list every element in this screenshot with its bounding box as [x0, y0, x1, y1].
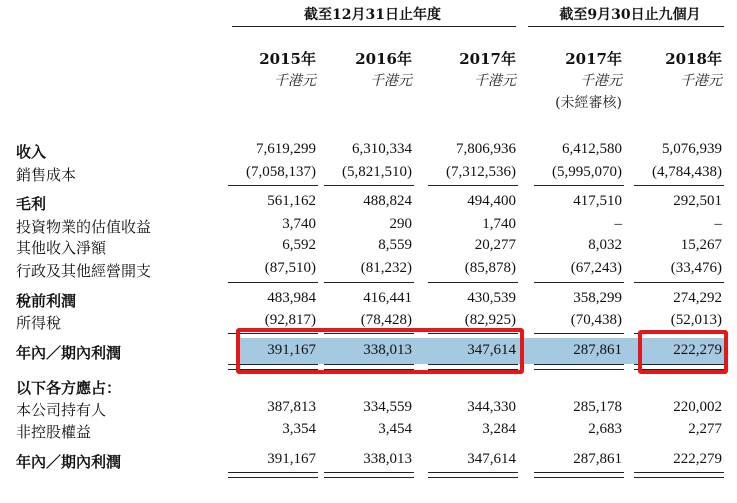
row-value: 417,510 [573, 193, 622, 209]
column-year-2: 2017年 [459, 50, 516, 68]
row-value: (78,428) [360, 312, 412, 328]
row-value: 483,984 [267, 290, 316, 306]
row-value: (92,817) [264, 312, 316, 328]
row-value: (5,995,070) [552, 164, 622, 180]
table-row [0, 214, 737, 237]
row-value: 3,284 [482, 421, 516, 437]
table-row [0, 288, 737, 311]
subtotal-rule [534, 282, 624, 283]
row-value: (67,243) [570, 260, 622, 276]
annotation-box-annual [236, 328, 524, 374]
row-label: 收入 [16, 143, 47, 161]
row-value: 561,162 [267, 193, 316, 209]
row-value: 7,619,299 [256, 141, 316, 157]
table-row [0, 139, 737, 162]
row-value: (33,476) [670, 260, 722, 276]
row-value: 285,178 [573, 399, 622, 415]
row-value: (70,438) [570, 312, 622, 328]
row-value: 15,267 [680, 237, 722, 253]
table-row [0, 419, 737, 442]
column-year-4: 2018年 [665, 50, 722, 68]
subtotal-rule [534, 333, 624, 334]
total-double-rule [428, 472, 518, 478]
table-row [0, 162, 737, 185]
row-value: (81,232) [360, 260, 412, 276]
row-value: 488,824 [363, 193, 412, 209]
row-label: 年內／期內利潤 [16, 453, 122, 471]
row-value: 358,299 [573, 290, 622, 306]
row-value: 391,167 [267, 451, 316, 467]
row-label: 投資物業的估值收益 [16, 218, 152, 236]
row-label: 所得稅 [16, 314, 62, 332]
row-label: 非控股權益 [16, 423, 92, 441]
row-value: 6,412,580 [562, 141, 622, 157]
row-label: 稅前利潤 [16, 292, 77, 310]
header-nine-month-rule [528, 26, 724, 27]
row-value: 274,292 [673, 290, 722, 306]
table-row [0, 235, 737, 258]
header-annual-group: 截至12月31日止年度 [304, 7, 441, 23]
row-value: 8,559 [378, 237, 412, 253]
table-row [0, 191, 737, 214]
row-value: 7,806,936 [456, 141, 516, 157]
row-value: 338,013 [363, 451, 412, 467]
column-unit-4: 千港元 [680, 73, 722, 89]
row-value: 5,076,939 [662, 141, 722, 157]
subtotal-rule [634, 185, 724, 186]
row-value: 8,032 [588, 237, 622, 253]
header-nine-month-group: 截至9月30日止九個月 [559, 7, 701, 23]
row-label: 本公司持有人 [16, 401, 107, 419]
row-value: (5,821,510) [342, 164, 412, 180]
row-value: 287,861 [573, 342, 622, 358]
subtotal-rule [228, 282, 318, 283]
column-unit-0: 千港元 [274, 73, 316, 89]
row-value: 494,400 [467, 193, 516, 209]
column-unit-1: 千港元 [370, 73, 412, 89]
row-value: 222,279 [673, 342, 722, 358]
row-value: 387,813 [267, 399, 316, 415]
total-double-rule [534, 472, 624, 478]
row-value: 3,354 [282, 421, 316, 437]
row-value: 347,614 [467, 451, 516, 467]
row-value: 2,683 [588, 421, 622, 437]
row-value: 287,861 [573, 451, 622, 467]
subtotal-rule [228, 185, 318, 186]
subtotal-rule [534, 185, 624, 186]
total-double-rule [228, 472, 318, 478]
subtotal-rule [428, 185, 518, 186]
row-value: 391,167 [267, 342, 316, 358]
row-value: 338,013 [363, 342, 412, 358]
table-row [0, 449, 737, 472]
column-unit-3: 千港元 [580, 73, 622, 89]
row-value: – [714, 216, 722, 232]
row-value: 1,740 [482, 216, 516, 232]
row-label: 以下各方應占： [16, 379, 122, 397]
row-value: 416,441 [363, 290, 412, 306]
row-label: 銷售成本 [16, 166, 77, 184]
annotation-box-nine-month [638, 330, 728, 374]
subtotal-rule [428, 282, 518, 283]
row-value: (7,312,536) [446, 164, 516, 180]
table-row [0, 375, 737, 398]
row-value: 6,310,334 [352, 141, 412, 157]
row-label: 行政及其他經營開支 [16, 262, 152, 280]
row-value: 3,454 [378, 421, 412, 437]
row-value: 222,279 [673, 451, 722, 467]
total-double-rule [634, 472, 724, 478]
row-value: 290 [389, 216, 412, 232]
column-year-1: 2016年 [355, 50, 412, 68]
row-value: (52,013) [670, 312, 722, 328]
row-value: (4,784,438) [652, 164, 722, 180]
row-value: 6,592 [282, 237, 316, 253]
subtotal-rule [634, 282, 724, 283]
table-row [0, 397, 737, 420]
row-value: – [614, 216, 622, 232]
subtotal-rule [324, 282, 414, 283]
row-value: (87,510) [264, 260, 316, 276]
row-value: (82,925) [464, 312, 516, 328]
subtotal-rule [324, 185, 414, 186]
column-year-3: 2017年 [565, 50, 622, 68]
row-label: 其他收入淨額 [16, 239, 107, 257]
column-year-0: 2015年 [259, 50, 316, 68]
row-value: 430,539 [467, 290, 516, 306]
row-value: 220,002 [673, 399, 722, 415]
row-value: 347,614 [467, 342, 516, 358]
row-label: 毛利 [16, 195, 47, 213]
column-note-3: (未經審核) [555, 95, 622, 111]
row-value: 292,501 [673, 193, 722, 209]
row-value: (85,878) [464, 260, 516, 276]
row-value: 3,740 [282, 216, 316, 232]
row-value: 20,277 [474, 237, 516, 253]
total-double-rule [324, 472, 414, 478]
header-annual-rule [232, 26, 516, 27]
row-value: (7,058,137) [246, 164, 316, 180]
row-value: 344,330 [467, 399, 516, 415]
row-value: 2,277 [688, 421, 722, 437]
row-value: 334,559 [363, 399, 412, 415]
column-unit-2: 千港元 [474, 73, 516, 89]
table-row [0, 258, 737, 281]
total-double-rule [534, 364, 624, 370]
row-label: 年內／期內利潤 [16, 344, 122, 362]
